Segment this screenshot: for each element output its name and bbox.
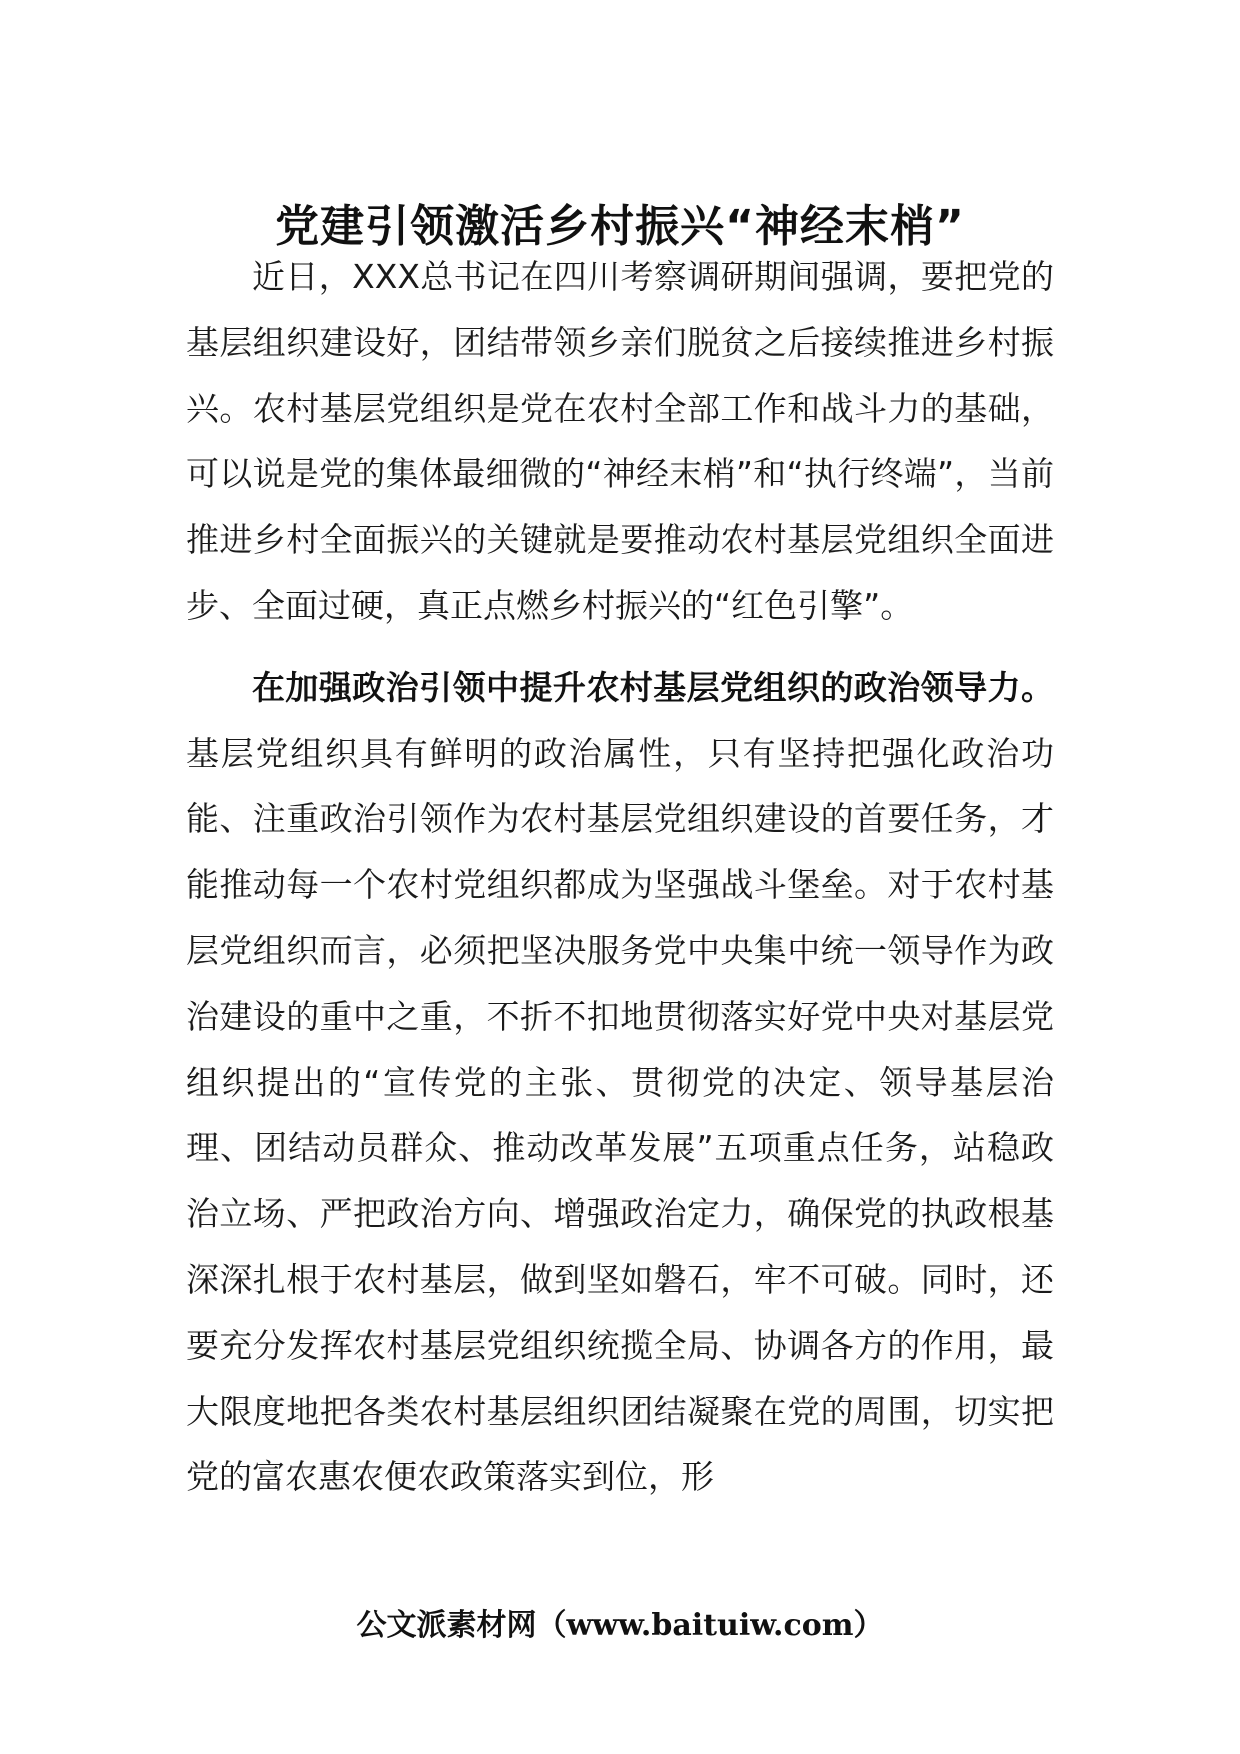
- footer-watermark: 公文派素材网（www.baituiw.com）: [356, 1608, 884, 1643]
- paragraph-1: 近日，XXX总书记在四川考察调研期间强调，要把党的基层组织建设好，团结带领乡亲们脱贫之后接续推进乡村振兴。农村基层党组织是党在农村全部工作和战斗力的基础，可以说是党的集体最细微的“神经末梢”和“执行终端”，当前推进乡村全面振兴的关键就是要推动农村基层党组织全面进步、全面过硬，真正点燃乡村振兴的“红色引擎”。: [186, 257, 1054, 625]
- paragraph-2: [186, 655, 1054, 1510]
- document-body: [186, 244, 1054, 1510]
- document-title: 党建引领激活乡村振兴“神经末梢”: [275, 201, 965, 253]
- paragraph-2-lead: 在加强政治引领中提升农村基层党组织的政治领导力。: [252, 667, 1054, 707]
- paragraph-2-body: 基层党组织具有鲜明的政治属性，只有坚持把强化政治功能、注重政治引领作为农村基层党组织建设的首要任务，才能推动每一个农村党组织都成为坚强战斗堡垒。对于农村基层党组织而言，必须把坚决服务党中央集中统一领导作为政治建设的重中之重，不折不扣地贯彻落实好党中央对基层党组织提出的“宣传党的主张、贯彻党的决定、领导基层治理、团结动员群众、推动改革发展”五项重点任务，站稳政治立场、严把政治方向、增强政治定力，确保党的执政根基深深扎根于农村基层，做到坚如磐石，牢不可破。同时，还要充分发挥农村基层党组织统揽全局、协调各方的作用，最大限度地把各类农村基层组织团结凝聚在党的周围，切实把党的富农惠农便农政策落实到位，形: [186, 733, 1054, 1497]
